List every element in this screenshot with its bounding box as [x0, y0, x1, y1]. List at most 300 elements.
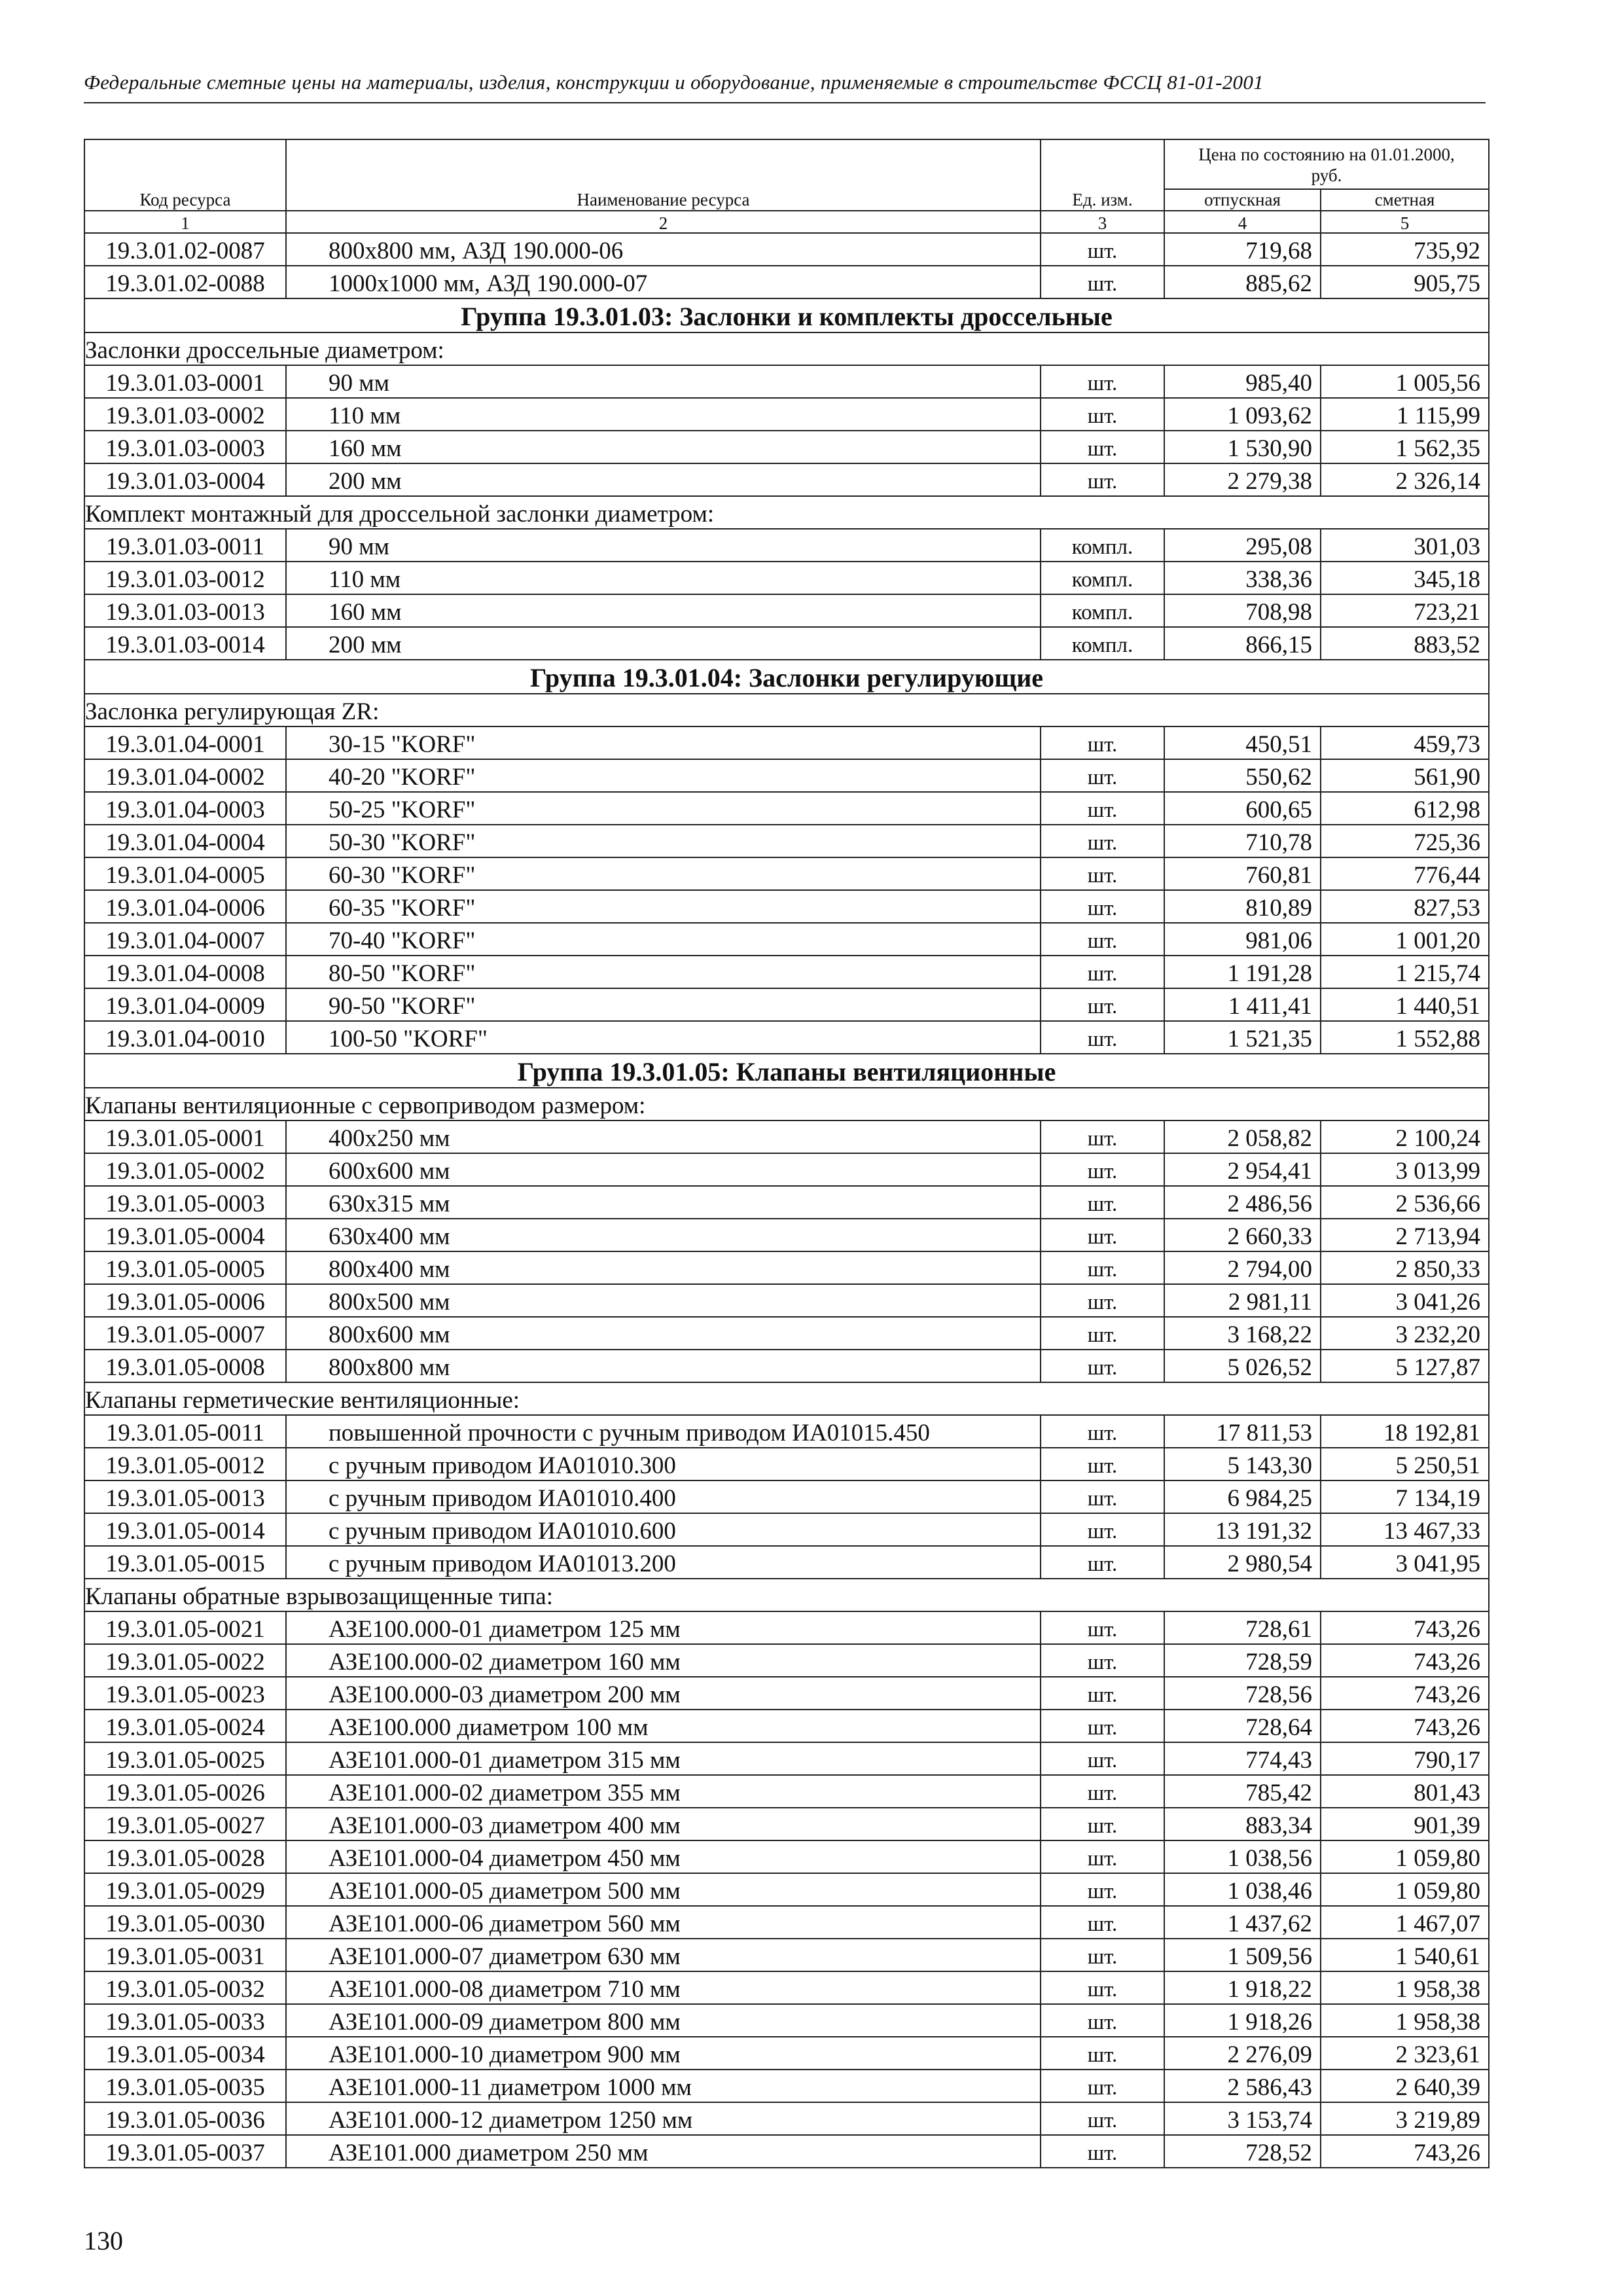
release-price: 728,64 — [1164, 1710, 1321, 1742]
header-rule — [84, 102, 1486, 103]
estimate-price: 776,44 — [1321, 857, 1489, 890]
table-row — [84, 956, 1489, 988]
resource-code: 19.3.01.02-0088 — [84, 266, 286, 298]
table-row — [84, 365, 1489, 398]
resource-code: 19.3.01.03-0011 — [84, 529, 286, 562]
resource-code: 19.3.01.05-0030 — [84, 1906, 286, 1939]
resource-name: 60-35 "KORF" — [286, 890, 1041, 923]
resource-name: 60-30 "KORF" — [286, 857, 1041, 890]
unit: шт. — [1041, 1284, 1164, 1317]
table-row — [84, 1873, 1489, 1906]
release-price: 2 980,54 — [1164, 1546, 1321, 1579]
estimate-price: 743,26 — [1321, 1644, 1489, 1677]
table-row — [84, 1415, 1489, 1448]
release-price: 1 411,41 — [1164, 988, 1321, 1021]
col-header-release: отпускная — [1164, 189, 1321, 211]
unit: шт. — [1041, 1939, 1164, 1971]
resource-code: 19.3.01.05-0008 — [84, 1350, 286, 1382]
estimate-price: 827,53 — [1321, 890, 1489, 923]
release-price: 1 521,35 — [1164, 1021, 1321, 1054]
subheading-row — [84, 496, 1489, 529]
estimate-price: 1 215,74 — [1321, 956, 1489, 988]
subheading: Клапаны герметические вентиляционные: — [84, 1382, 1489, 1415]
release-price: 295,08 — [1164, 529, 1321, 562]
release-price: 728,59 — [1164, 1644, 1321, 1677]
subheading: Комплект монтажный для дроссельной заслонки диаметром: — [84, 496, 1489, 529]
release-price: 710,78 — [1164, 825, 1321, 857]
unit: шт. — [1041, 2135, 1164, 2168]
estimate-price: 301,03 — [1321, 529, 1489, 562]
unit: шт. — [1041, 1644, 1164, 1677]
release-price: 2 981,11 — [1164, 1284, 1321, 1317]
resource-name: АЗЕ101.000-04 диаметром 450 мм — [286, 1840, 1041, 1873]
unit: шт. — [1041, 1415, 1164, 1448]
col-number: 1 — [84, 211, 286, 233]
resource-name: 800x800 мм, АЗД 190.000-06 — [286, 233, 1041, 266]
resource-name: АЗЕ101.000 диаметром 250 мм — [286, 2135, 1041, 2168]
release-price: 866,15 — [1164, 627, 1321, 660]
resource-name: 160 мм — [286, 594, 1041, 627]
resource-code: 19.3.01.03-0004 — [84, 463, 286, 496]
subheading-row — [84, 1382, 1489, 1415]
release-price: 1 918,22 — [1164, 1971, 1321, 2004]
unit: шт. — [1041, 1710, 1164, 1742]
estimate-price: 3 219,89 — [1321, 2102, 1489, 2135]
release-price: 5 143,30 — [1164, 1448, 1321, 1480]
resource-code: 19.3.01.04-0010 — [84, 1021, 286, 1054]
unit: шт. — [1041, 1873, 1164, 1906]
release-price: 1 093,62 — [1164, 398, 1321, 431]
estimate-price: 345,18 — [1321, 562, 1489, 594]
table-row — [84, 398, 1489, 431]
resource-code: 19.3.01.05-0006 — [84, 1284, 286, 1317]
unit: шт. — [1041, 463, 1164, 496]
estimate-price: 7 134,19 — [1321, 1480, 1489, 1513]
resource-name: АЗЕ100.000 диаметром 100 мм — [286, 1710, 1041, 1742]
table-row — [84, 529, 1489, 562]
resource-code: 19.3.01.05-0035 — [84, 2070, 286, 2102]
resource-name: 30-15 "KORF" — [286, 726, 1041, 759]
unit: шт. — [1041, 1513, 1164, 1546]
subheading: Клапаны обратные взрывозащищенные типа: — [84, 1579, 1489, 1611]
resource-name: с ручным приводом ИА01010.600 — [286, 1513, 1041, 1546]
table-row — [84, 1186, 1489, 1219]
resource-name: с ручным приводом ИА01013.200 — [286, 1546, 1041, 1579]
unit: шт. — [1041, 1906, 1164, 1939]
estimate-price: 1 005,56 — [1321, 365, 1489, 398]
table-row — [84, 1808, 1489, 1840]
subheading: Заслонка регулирующая ZR: — [84, 694, 1489, 726]
release-price: 1 191,28 — [1164, 956, 1321, 988]
unit: шт. — [1041, 1219, 1164, 1251]
unit: шт. — [1041, 1121, 1164, 1153]
resource-code: 19.3.01.04-0002 — [84, 759, 286, 792]
resource-name: 800x800 мм — [286, 1350, 1041, 1382]
estimate-price: 18 192,81 — [1321, 1415, 1489, 1448]
resource-code: 19.3.01.03-0012 — [84, 562, 286, 594]
release-price: 338,36 — [1164, 562, 1321, 594]
group-heading: Группа 19.3.01.03: Заслонки и комплекты дроссельные — [84, 298, 1489, 332]
resource-code: 19.3.01.05-0032 — [84, 1971, 286, 2004]
resource-code: 19.3.01.05-0029 — [84, 1873, 286, 1906]
table-row — [84, 1906, 1489, 1939]
col-header-name: Наименование ресурса — [286, 139, 1041, 211]
running-header: Федеральные сметные цены на материалы, изделия, конструкции и оборудование, применяемые в строительстве ФССЦ 81-01-2001 — [84, 71, 1264, 94]
estimate-price: 2 536,66 — [1321, 1186, 1489, 1219]
table-row — [84, 726, 1489, 759]
unit: шт. — [1041, 1971, 1164, 2004]
estimate-price: 3 041,95 — [1321, 1546, 1489, 1579]
unit: шт. — [1041, 1611, 1164, 1644]
release-price: 2 486,56 — [1164, 1186, 1321, 1219]
table-row — [84, 1284, 1489, 1317]
release-price: 981,06 — [1164, 923, 1321, 956]
subheading: Заслонки дроссельные диаметром: — [84, 332, 1489, 365]
unit: компл. — [1041, 594, 1164, 627]
unit: компл. — [1041, 529, 1164, 562]
resource-name: АЗЕ101.000-11 диаметром 1000 мм — [286, 2070, 1041, 2102]
col-number: 3 — [1041, 211, 1164, 233]
release-price: 2 660,33 — [1164, 1219, 1321, 1251]
group-heading: Группа 19.3.01.04: Заслонки регулирующие — [84, 660, 1489, 694]
resource-code: 19.3.01.05-0028 — [84, 1840, 286, 1873]
table-row — [84, 1775, 1489, 1808]
resource-code: 19.3.01.05-0002 — [84, 1153, 286, 1186]
col-header-unit: Ед. изм. — [1041, 139, 1164, 211]
release-price: 550,62 — [1164, 759, 1321, 792]
unit: шт. — [1041, 398, 1164, 431]
resource-name: 800x600 мм — [286, 1317, 1041, 1350]
resource-name: 400x250 мм — [286, 1121, 1041, 1153]
unit: шт. — [1041, 1742, 1164, 1775]
unit: шт. — [1041, 2102, 1164, 2135]
unit: компл. — [1041, 562, 1164, 594]
unit: шт. — [1041, 923, 1164, 956]
resource-name: АЗЕ100.000-01 диаметром 125 мм — [286, 1611, 1041, 1644]
release-price: 2 586,43 — [1164, 2070, 1321, 2102]
resource-code: 19.3.01.05-0034 — [84, 2037, 286, 2070]
col-header-estimate: сметная — [1321, 189, 1489, 211]
resource-name: 90 мм — [286, 529, 1041, 562]
table-row — [84, 1677, 1489, 1710]
release-price: 810,89 — [1164, 890, 1321, 923]
resource-code: 19.3.01.03-0003 — [84, 431, 286, 463]
table-row — [84, 1546, 1489, 1579]
estimate-price: 13 467,33 — [1321, 1513, 1489, 1546]
resource-name: 50-25 "KORF" — [286, 792, 1041, 825]
table-row — [84, 1513, 1489, 1546]
unit: компл. — [1041, 627, 1164, 660]
unit: шт. — [1041, 431, 1164, 463]
table-row — [84, 2135, 1489, 2168]
estimate-price: 1 467,07 — [1321, 1906, 1489, 1939]
resource-code: 19.3.01.04-0009 — [84, 988, 286, 1021]
page-number: 130 — [84, 2226, 123, 2255]
subheading-row — [84, 332, 1489, 365]
release-price: 1 437,62 — [1164, 1906, 1321, 1939]
release-price: 885,62 — [1164, 266, 1321, 298]
resource-code: 19.3.01.05-0004 — [84, 1219, 286, 1251]
estimate-price: 883,52 — [1321, 627, 1489, 660]
resource-name: 50-30 "KORF" — [286, 825, 1041, 857]
resource-code: 19.3.01.04-0007 — [84, 923, 286, 956]
table-row — [84, 1350, 1489, 1382]
resource-code: 19.3.01.05-0011 — [84, 1415, 286, 1448]
estimate-price: 1 059,80 — [1321, 1873, 1489, 1906]
estimate-price: 561,90 — [1321, 759, 1489, 792]
table-row — [84, 988, 1489, 1021]
group-heading-row — [84, 1054, 1489, 1088]
resource-name: 630x400 мм — [286, 1219, 1041, 1251]
unit: шт. — [1041, 890, 1164, 923]
estimate-price: 1 001,20 — [1321, 923, 1489, 956]
resource-code: 19.3.01.04-0006 — [84, 890, 286, 923]
estimate-price: 1 958,38 — [1321, 1971, 1489, 2004]
unit: шт. — [1041, 988, 1164, 1021]
estimate-price: 723,21 — [1321, 594, 1489, 627]
table-row — [84, 1971, 1489, 2004]
release-price: 2 279,38 — [1164, 463, 1321, 496]
release-price: 3 168,22 — [1164, 1317, 1321, 1350]
resource-name: АЗЕ101.000-10 диаметром 900 мм — [286, 2037, 1041, 2070]
table-row — [84, 2037, 1489, 2070]
release-price: 760,81 — [1164, 857, 1321, 890]
release-price: 785,42 — [1164, 1775, 1321, 1808]
release-price: 719,68 — [1164, 233, 1321, 266]
estimate-price: 1 115,99 — [1321, 398, 1489, 431]
table-row — [84, 923, 1489, 956]
unit: шт. — [1041, 792, 1164, 825]
estimate-price: 743,26 — [1321, 2135, 1489, 2168]
col-number: 2 — [286, 211, 1041, 233]
unit: шт. — [1041, 1775, 1164, 1808]
unit: шт. — [1041, 1251, 1164, 1284]
group-heading-row — [84, 298, 1489, 332]
table-row — [84, 1710, 1489, 1742]
release-price: 2 276,09 — [1164, 2037, 1321, 2070]
subheading-row — [84, 1088, 1489, 1121]
estimate-price: 2 850,33 — [1321, 1251, 1489, 1284]
price-table — [84, 139, 1489, 2168]
resource-name: 800x400 мм — [286, 1251, 1041, 1284]
unit: шт. — [1041, 266, 1164, 298]
table-row — [84, 1939, 1489, 1971]
estimate-price: 1 059,80 — [1321, 1840, 1489, 1873]
resource-name: 600x600 мм — [286, 1153, 1041, 1186]
col-header-code: Код ресурса — [84, 139, 286, 211]
resource-code: 19.3.01.03-0013 — [84, 594, 286, 627]
unit: шт. — [1041, 726, 1164, 759]
resource-code: 19.3.01.05-0005 — [84, 1251, 286, 1284]
estimate-price: 790,17 — [1321, 1742, 1489, 1775]
release-price: 728,56 — [1164, 1677, 1321, 1710]
table-row — [84, 463, 1489, 496]
unit: шт. — [1041, 233, 1164, 266]
resource-code: 19.3.01.05-0012 — [84, 1448, 286, 1480]
resource-name: АЗЕ100.000-03 диаметром 200 мм — [286, 1677, 1041, 1710]
estimate-price: 1 958,38 — [1321, 2004, 1489, 2037]
resource-name: 90 мм — [286, 365, 1041, 398]
estimate-price: 1 562,35 — [1321, 431, 1489, 463]
estimate-price: 3 041,26 — [1321, 1284, 1489, 1317]
resource-code: 19.3.01.05-0003 — [84, 1186, 286, 1219]
resource-name: АЗЕ101.000-03 диаметром 400 мм — [286, 1808, 1041, 1840]
resource-name: 90-50 "KORF" — [286, 988, 1041, 1021]
table-row — [84, 857, 1489, 890]
resource-code: 19.3.01.03-0014 — [84, 627, 286, 660]
estimate-price: 459,73 — [1321, 726, 1489, 759]
resource-code: 19.3.01.05-0024 — [84, 1710, 286, 1742]
table-row — [84, 1219, 1489, 1251]
resource-code: 19.3.01.02-0087 — [84, 233, 286, 266]
resource-code: 19.3.01.05-0013 — [84, 1480, 286, 1513]
col-number: 5 — [1321, 211, 1489, 233]
col-number: 4 — [1164, 211, 1321, 233]
estimate-price: 2 640,39 — [1321, 2070, 1489, 2102]
unit: шт. — [1041, 1153, 1164, 1186]
resource-name: АЗЕ101.000-12 диаметром 1250 мм — [286, 2102, 1041, 2135]
resource-name: 1000x1000 мм, АЗД 190.000-07 — [286, 266, 1041, 298]
resource-code: 19.3.01.05-0033 — [84, 2004, 286, 2037]
resource-code: 19.3.01.03-0001 — [84, 365, 286, 398]
table-body — [84, 233, 1489, 2168]
table-row — [84, 2070, 1489, 2102]
unit: шт. — [1041, 1808, 1164, 1840]
resource-code: 19.3.01.04-0001 — [84, 726, 286, 759]
release-price: 1 038,56 — [1164, 1840, 1321, 1873]
resource-code: 19.3.01.05-0025 — [84, 1742, 286, 1775]
release-price: 3 153,74 — [1164, 2102, 1321, 2135]
estimate-price: 2 100,24 — [1321, 1121, 1489, 1153]
resource-name: АЗЕ100.000-02 диаметром 160 мм — [286, 1644, 1041, 1677]
resource-name: повышенной прочности с ручным приводом ИА01015.450 — [286, 1415, 1041, 1448]
resource-name: 70-40 "KORF" — [286, 923, 1041, 956]
subheading: Клапаны вентиляционные с сервоприводом размером: — [84, 1088, 1489, 1121]
estimate-price: 901,39 — [1321, 1808, 1489, 1840]
resource-name: 80-50 "KORF" — [286, 956, 1041, 988]
release-price: 5 026,52 — [1164, 1350, 1321, 1382]
resource-name: 800x500 мм — [286, 1284, 1041, 1317]
unit: шт. — [1041, 1317, 1164, 1350]
resource-code: 19.3.01.05-0015 — [84, 1546, 286, 1579]
table-row — [84, 1021, 1489, 1054]
table-row — [84, 1611, 1489, 1644]
release-price: 1 038,46 — [1164, 1873, 1321, 1906]
resource-name: 110 мм — [286, 398, 1041, 431]
resource-code: 19.3.01.05-0031 — [84, 1939, 286, 1971]
release-price: 728,61 — [1164, 1611, 1321, 1644]
resource-code: 19.3.01.04-0003 — [84, 792, 286, 825]
subheading-row — [84, 694, 1489, 726]
estimate-price: 743,26 — [1321, 1710, 1489, 1742]
table-row — [84, 1480, 1489, 1513]
resource-name: 100-50 "KORF" — [286, 1021, 1041, 1054]
unit: шт. — [1041, 1840, 1164, 1873]
resource-name: 40-20 "KORF" — [286, 759, 1041, 792]
unit: шт. — [1041, 1677, 1164, 1710]
resource-name: 110 мм — [286, 562, 1041, 594]
resource-code: 19.3.01.03-0002 — [84, 398, 286, 431]
resource-name: АЗЕ101.000-05 диаметром 500 мм — [286, 1873, 1041, 1906]
estimate-price: 725,36 — [1321, 825, 1489, 857]
unit: шт. — [1041, 2037, 1164, 2070]
table-row — [84, 562, 1489, 594]
release-price: 1 530,90 — [1164, 431, 1321, 463]
release-price: 728,52 — [1164, 2135, 1321, 2168]
unit: шт. — [1041, 1480, 1164, 1513]
resource-code: 19.3.01.05-0023 — [84, 1677, 286, 1710]
table-row — [84, 1448, 1489, 1480]
estimate-price: 2 326,14 — [1321, 463, 1489, 496]
estimate-price: 5 250,51 — [1321, 1448, 1489, 1480]
col-header-price: Цена по состоянию на 01.01.2000, руб. — [1164, 139, 1489, 189]
resource-name: АЗЕ101.000-07 диаметром 630 мм — [286, 1939, 1041, 1971]
estimate-price: 905,75 — [1321, 266, 1489, 298]
release-price: 1 509,56 — [1164, 1939, 1321, 1971]
resource-code: 19.3.01.05-0014 — [84, 1513, 286, 1546]
resource-name: АЗЕ101.000-02 диаметром 355 мм — [286, 1775, 1041, 1808]
unit: шт. — [1041, 1350, 1164, 1382]
resource-code: 19.3.01.04-0008 — [84, 956, 286, 988]
resource-code: 19.3.01.05-0007 — [84, 1317, 286, 1350]
resource-code: 19.3.01.05-0027 — [84, 1808, 286, 1840]
release-price: 600,65 — [1164, 792, 1321, 825]
resource-name: 160 мм — [286, 431, 1041, 463]
unit: шт. — [1041, 1186, 1164, 1219]
resource-code: 19.3.01.04-0004 — [84, 825, 286, 857]
release-price: 2 794,00 — [1164, 1251, 1321, 1284]
table-row — [84, 627, 1489, 660]
unit: шт. — [1041, 1546, 1164, 1579]
resource-code: 19.3.01.05-0021 — [84, 1611, 286, 1644]
release-price: 2 954,41 — [1164, 1153, 1321, 1186]
table-row — [84, 266, 1489, 298]
estimate-price: 3 013,99 — [1321, 1153, 1489, 1186]
release-price: 13 191,32 — [1164, 1513, 1321, 1546]
resource-code: 19.3.01.05-0037 — [84, 2135, 286, 2168]
release-price: 2 058,82 — [1164, 1121, 1321, 1153]
table-row — [84, 594, 1489, 627]
group-heading: Группа 19.3.01.05: Клапаны вентиляционные — [84, 1054, 1489, 1088]
unit: шт. — [1041, 365, 1164, 398]
estimate-price: 3 232,20 — [1321, 1317, 1489, 1350]
group-heading-row — [84, 660, 1489, 694]
release-price: 450,51 — [1164, 726, 1321, 759]
table-row — [84, 1742, 1489, 1775]
estimate-price: 735,92 — [1321, 233, 1489, 266]
release-price: 883,34 — [1164, 1808, 1321, 1840]
resource-code: 19.3.01.04-0005 — [84, 857, 286, 890]
table-row — [84, 890, 1489, 923]
estimate-price: 612,98 — [1321, 792, 1489, 825]
release-price: 17 811,53 — [1164, 1415, 1321, 1448]
unit: шт. — [1041, 1448, 1164, 1480]
resource-code: 19.3.01.05-0022 — [84, 1644, 286, 1677]
resource-name: АЗЕ101.000-08 диаметром 710 мм — [286, 1971, 1041, 2004]
unit: шт. — [1041, 825, 1164, 857]
unit: шт. — [1041, 2004, 1164, 2037]
resource-name: с ручным приводом ИА01010.400 — [286, 1480, 1041, 1513]
table-row — [84, 1840, 1489, 1873]
unit: шт. — [1041, 1021, 1164, 1054]
release-price: 1 918,26 — [1164, 2004, 1321, 2037]
table-row — [84, 792, 1489, 825]
resource-name: АЗЕ101.000-09 диаметром 800 мм — [286, 2004, 1041, 2037]
estimate-price: 2 713,94 — [1321, 1219, 1489, 1251]
table-row — [84, 1251, 1489, 1284]
unit: шт. — [1041, 759, 1164, 792]
table-row — [84, 1317, 1489, 1350]
